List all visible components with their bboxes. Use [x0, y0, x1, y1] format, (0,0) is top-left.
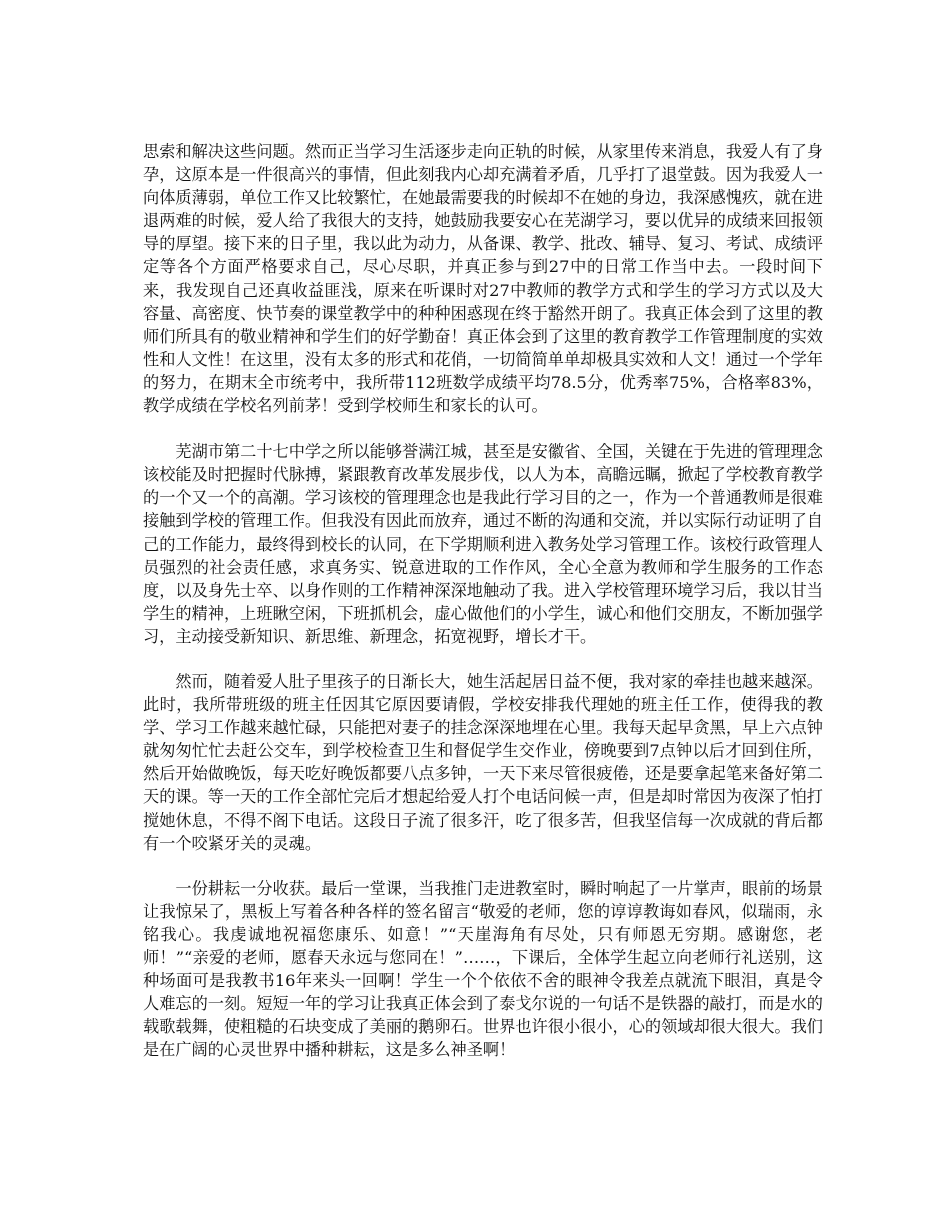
- paragraph-farewell: 一份耕耘一分收获。最后一堂课，当我推门走进教室时，瞬时响起了一片掌声，眼前的场景让我惊呆了，黑板上写着各种各样的签名留言“敬爱的老师，您的谆谆教诲如春风，似瑞雨，永铭我心。我虔诚地祝福您康乐、如意！”“天崖海角有尽处，只有师恩无穷期。感谢您，老师！”“亲爱的老师，愿春天永远与您同在！”……，下课后，全体学生起立向老师行礼送别，这种场面可是我教书16年来头一回啊！学生一个个依依不舍的眼神令我差点就流下眼泪，真是令人难忘的一刻。短短一年的学习让我真正体会到了泰戈尔说的一句话不是铁器的敲打，而是水的载歌载舞，使粗糙的石块变成了美丽的鹅卵石。世界也许很小很小，心的领域却很大很大。我们是在广阔的心灵世界中播种耕耘，这是多么神圣啊！: [143, 878, 823, 1060]
- document-body: [143, 140, 823, 1061]
- paragraph-continuation: 思索和解决这些问题。然而正当学习生活逐步走向正轨的时候，从家里传来消息，我爱人有了身孕，这原本是一件很高兴的事情，但此刻我内心却充满着矛盾，几乎打了退堂鼓。因为我爱人一向体质薄弱，单位工作又比较繁忙，在她最需要我的时候却不在她的身边，我深感愧疚，就在进退两难的时候，爱人给了我很大的支持，她鼓励我要安心在芜湖学习，要以优异的成绩来回报领导的厚望。接下来的日子里，我以此为动力，从备课、教学、批改、辅导、复习、考试、成绩评定等各个方面严格要求自己，尽心尽职，并真正参与到27中的日常工作当中去。一段时间下来，我发现自己还真收益匪浅，原来在听课时对27中教师的教学方式和学生的学习方式以及大容量、高密度、快节奏的课堂教学中的种种困惑现在终于豁然开朗了。我真正体会到了这里的教师们所具有的敬业精神和学生们的好学勤奋！真正体会到了这里的教育教学工作管理制度的实效性和人文性！在这里，没有太多的形式和花俏，一切简简单单却极具实效和人文！通过一个学年的努力，在期末全市统考中，我所带112班数学成绩平均78.5分，优秀率75%，合格率83%，教学成绩在学校名列前茅！受到学校师生和家长的认可。: [143, 142, 823, 416]
- paragraph-management: 芜湖市第二十七中学之所以能够誉满江城，甚至是安徽省、全国，关键在于先进的管理理念该校能及时把握时代脉搏，紧跟教育改革发展步伐，以人为本，高瞻远瞩，掀起了学校教育教学的一个又一个的高潮。学习该校的管理理念也是我此行学习目的之一，作为一个普通教师是很难接触到学校的管理工作。但我没有因此而放弃，通过不断的沟通和交流，并以实际行动证明了自己的工作能力，最终得到校长的认同，在下学期顺利进入教务处学习管理工作。该校行政管理人员强烈的社会责任感，求真务实、锐意进取的工作作风，全心全意为教师和学生服务的工作态度，以及身先士卒、以身作则的工作精神深深地触动了我。进入学校管理环境学习后，我以甘当学生的精神，上班瞅空闲，下班抓机会，虚心做他们的小学生，诚心和他们交朋友，不断加强学习，主动接受新知识、新思维、新理念，拓宽视野，增长才干。: [143, 442, 823, 646]
- paragraph-family: 然而，随着爱人肚子里孩子的日渐长大，她生活起居日益不便，我对家的牵挂也越来越深。此时，我所带班级的班主任因其它原因要请假，学校安排我代理她的班主任工作，使得我的教学、学习工作越来越忙碌，只能把对妻子的挂念深深地埋在心里。我每天起早贪黑，早上六点钟就匆匆忙忙去赶公交车，到学校检查卫生和督促学生交作业，傍晚要到7点钟以后才回到住所，然后开始做晚饭，每天吃好晚饭都要八点多钟，一天下来尽管很疲倦，还是要拿起笔来备好第二天的课。等一天的工作全部忙完后才想起给爱人打个电话问候一声，但是却时常因为夜深了怕打搅她休息，不得不阁下电话。这段日子流了很多汗，吃了很多苦，但我坚信每一次成就的背后都有一个咬紧牙关的灵魂。: [143, 671, 823, 853]
